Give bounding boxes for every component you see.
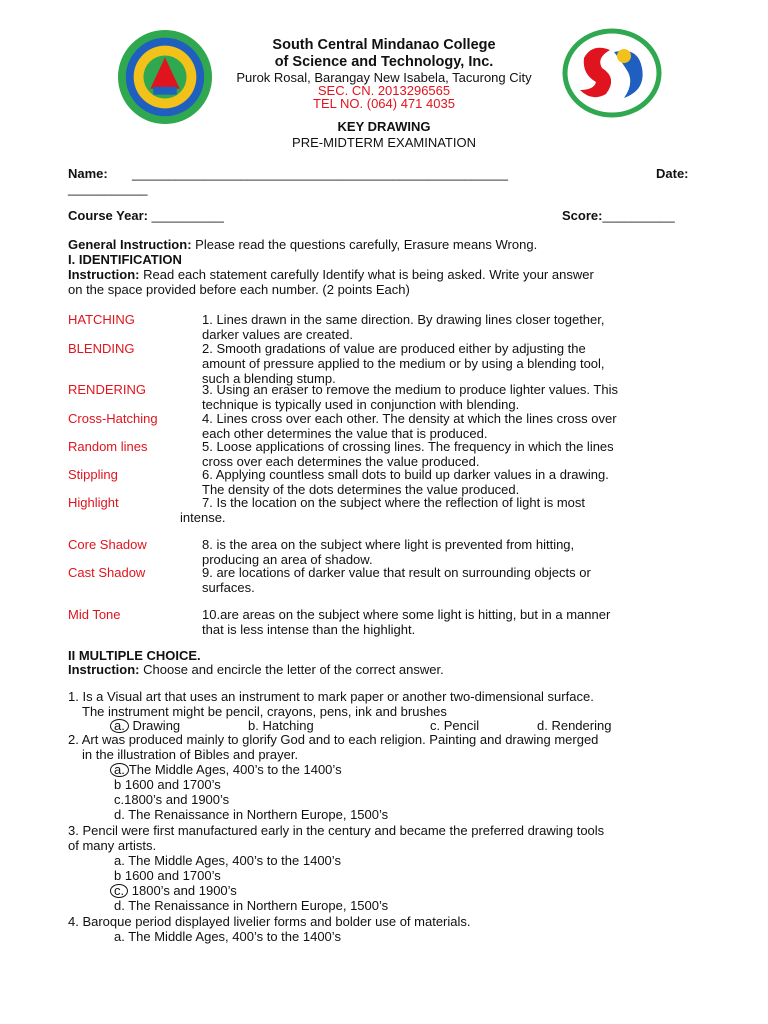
q1-option-c[interactable]: c. Pencil bbox=[430, 718, 480, 733]
item-4-line1: 4. Lines cross over each other. The density at which the lines cross over bbox=[202, 411, 617, 426]
item-9-line1: 9. are locations of darker value that result on surrounding objects or bbox=[202, 565, 591, 580]
date-label: Date: bbox=[656, 166, 689, 181]
course-year-line[interactable]: __________ bbox=[151, 208, 224, 223]
item-6-text bbox=[180, 467, 694, 497]
answer-3: RENDERING bbox=[68, 382, 147, 397]
item-4-text bbox=[180, 411, 694, 441]
item-7-text bbox=[180, 495, 694, 525]
answer-8: Core Shadow bbox=[68, 537, 147, 552]
answer-7: Highlight bbox=[68, 495, 119, 510]
score-label: Score: bbox=[562, 208, 603, 223]
item-3-line1: 3. Using an eraser to remove the medium to produce lighter values. This bbox=[202, 382, 618, 397]
item-7-line1: 7. Is the location on the subject where the reflection of light is most bbox=[202, 495, 585, 510]
item-7-line2: intense. bbox=[180, 510, 226, 525]
q2-line1: 2. Art was produced mainly to glorify God and to each religion. Painting and drawing merged bbox=[68, 732, 599, 747]
item-6-line2: The density of the dots determines the value produced. bbox=[202, 482, 520, 497]
q4-option-a[interactable]: a. The Middle Ages, 400’s to the 1400’s bbox=[114, 929, 341, 944]
q2-line2: in the illustration of Bibles and prayer. bbox=[82, 747, 299, 762]
date-line[interactable]: ___________ bbox=[68, 181, 148, 196]
q2-option-a[interactable] bbox=[114, 762, 342, 777]
q1-option-b[interactable]: b. Hatching bbox=[248, 718, 314, 733]
identification-instruction-text2: on the space provided before each number. (2 points Each) bbox=[68, 282, 410, 297]
item-8-text bbox=[180, 537, 694, 567]
identification-instruction bbox=[68, 267, 594, 282]
subject-title: KEY DRAWING bbox=[337, 119, 431, 134]
q4-line1: 4. Baroque period displayed livelier forms and bolder use of materials. bbox=[68, 914, 471, 929]
item-5-text bbox=[180, 439, 694, 469]
q1-answer-circle: a. bbox=[110, 719, 129, 733]
answer-1: HATCHING bbox=[68, 312, 135, 327]
q3-option-a[interactable]: a. The Middle Ages, 400’s to the 1400’s bbox=[114, 853, 341, 868]
q2-option-c[interactable]: c.1800’s and 1900’s bbox=[114, 792, 230, 807]
answer-10: Mid Tone bbox=[68, 607, 121, 622]
item-1-line2: darker values are created. bbox=[202, 327, 354, 342]
multiple-choice-heading: II MULTIPLE CHOICE. bbox=[68, 648, 201, 663]
general-instruction-label: General Instruction: bbox=[68, 237, 192, 252]
q3-option-c[interactable] bbox=[114, 883, 237, 898]
q1-line1: 1. Is a Visual art that uses an instrument to mark paper or another two-dimensional surface. bbox=[68, 689, 594, 704]
q3-option-b[interactable]: b 1600 and 1700’s bbox=[114, 868, 221, 883]
item-4-line2: each other determines the value that is produced. bbox=[202, 426, 488, 441]
answer-4: Cross-Hatching bbox=[68, 411, 158, 426]
q1-line2: The instrument might be pencil, crayons, pens, ink and brushes bbox=[82, 704, 447, 719]
sec-number: SEC. CN. 2013296565 bbox=[317, 83, 451, 98]
score-line[interactable]: __________ bbox=[602, 208, 675, 223]
score-field[interactable] bbox=[562, 208, 675, 223]
q3-line2: of many artists. bbox=[68, 838, 157, 853]
q3-option-d[interactable]: d. The Renaissance in Northern Europe, 1500’s bbox=[114, 898, 389, 913]
multiple-choice-instruction bbox=[68, 662, 444, 677]
multiple-choice-instruction-label: Instruction: bbox=[68, 662, 140, 677]
item-1-line1: 1. Lines drawn in the same direction. By drawing lines closer together, bbox=[202, 312, 605, 327]
item-10-text bbox=[180, 607, 694, 637]
item-8-line2: producing an area of shadow. bbox=[202, 552, 373, 567]
answer-9: Cast Shadow bbox=[68, 565, 146, 580]
q3-option-c-text: 1800’s and 1900’s bbox=[131, 883, 237, 898]
item-8-line1: 8. is the area on the subject where light is prevented from hitting, bbox=[202, 537, 575, 552]
identification-heading: I. IDENTIFICATION bbox=[68, 252, 182, 267]
item-5-line1: 5. Loose applications of crossing lines. The frequency in which the lines bbox=[202, 439, 614, 454]
name-line[interactable]: ____________________________________________________ bbox=[132, 166, 508, 181]
item-10-line1: 10.are areas on the subject where some light is hitting, but in a manner bbox=[202, 607, 611, 622]
identification-instruction-label: Instruction: bbox=[68, 267, 140, 282]
item-5-line2: cross over each determines the value produced. bbox=[202, 454, 480, 469]
q1-option-d[interactable]: d. Rendering bbox=[537, 718, 612, 733]
exam-title: PRE-MIDTERM EXAMINATION bbox=[292, 135, 476, 150]
general-instruction bbox=[68, 237, 537, 252]
tel-number: TEL NO. (064) 471 4035 bbox=[313, 96, 455, 111]
item-2-text bbox=[180, 341, 694, 386]
item-9-text bbox=[180, 565, 694, 595]
q2-option-b[interactable]: b 1600 and 1700’s bbox=[114, 777, 221, 792]
general-instruction-text: Please read the questions carefully, Erasure means Wrong. bbox=[195, 237, 538, 252]
q2-option-d[interactable]: d. The Renaissance in Northern Europe, 1500’s bbox=[114, 807, 389, 822]
college-address: Purok Rosal, Barangay New Isabela, Tacurong City bbox=[236, 70, 532, 85]
item-10-line2: that is less intense than the highlight. bbox=[202, 622, 416, 637]
item-1-text bbox=[180, 312, 694, 342]
item-2-line2: amount of pressure applied to the medium or by using a blending tool, bbox=[202, 356, 605, 371]
course-year-field[interactable] bbox=[68, 208, 224, 223]
q2-answer-circle: a. bbox=[110, 763, 129, 777]
college-name-line1: South Central Mindanao College bbox=[272, 37, 496, 53]
q1-option-a[interactable] bbox=[114, 718, 180, 733]
answer-5: Random lines bbox=[68, 439, 148, 454]
item-6-line1: 6. Applying countless small dots to build up darker values in a drawing. bbox=[202, 467, 609, 482]
item-3-text bbox=[180, 382, 694, 412]
identification-instruction-text1: Read each statement carefully Identify what is being asked. Write your answer bbox=[143, 267, 594, 282]
answer-2: BLENDING bbox=[68, 341, 135, 356]
q2-option-a-text: The Middle Ages, 400’s to the 1400’s bbox=[128, 762, 342, 777]
item-3-line2: technique is typically used in conjunction with blending. bbox=[202, 397, 520, 412]
q3-answer-circle: c. bbox=[110, 884, 128, 898]
q3-line1: 3. Pencil were first manufactured early in the century and became the preferred drawing tools bbox=[68, 823, 605, 838]
answer-6: Stippling bbox=[68, 467, 118, 482]
course-year-label: Course Year: bbox=[68, 208, 148, 223]
multiple-choice-instruction-text: Choose and encircle the letter of the correct answer. bbox=[143, 662, 444, 677]
item-9-line2: surfaces. bbox=[202, 580, 255, 595]
q1-option-a-text: Drawing bbox=[132, 718, 181, 733]
item-2-line1: 2. Smooth gradations of value are produced either by adjusting the bbox=[202, 341, 586, 356]
college-name-line2: of Science and Technology, Inc. bbox=[274, 54, 494, 70]
item-2-line3: such a blending stump. bbox=[202, 371, 336, 386]
name-label: Name: bbox=[68, 166, 108, 181]
